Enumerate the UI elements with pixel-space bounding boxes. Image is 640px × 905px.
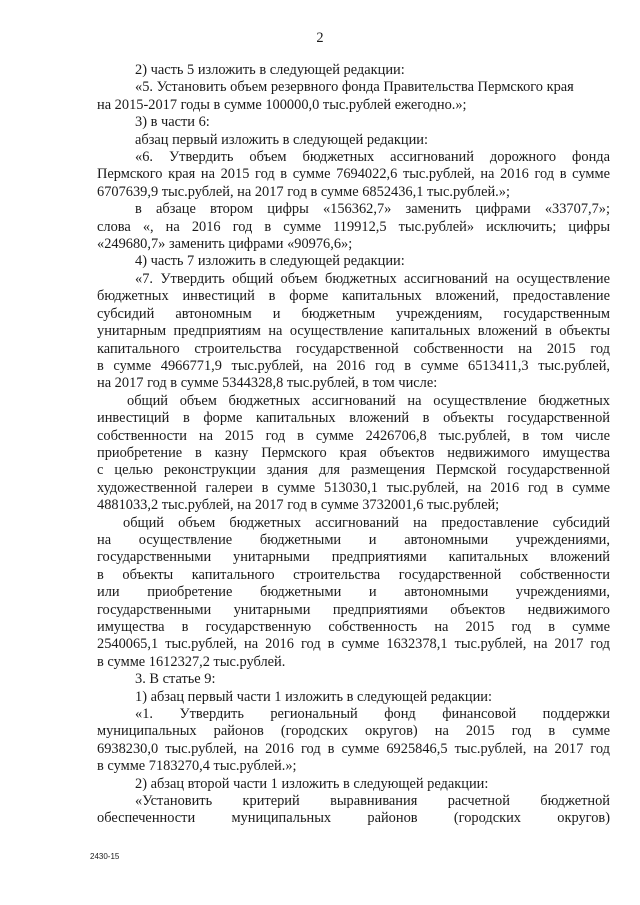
document-body <box>97 62 610 828</box>
text-line: на осуществление бюджетными и автономными учреждениями, <box>97 531 610 548</box>
text-line: на 2017 год в сумме 5344328,8 тыс.рублей, в том числе: <box>97 375 438 392</box>
text-line: художественной галереи в сумме 513030,1 тыс.рублей, на 2016 год в сумме <box>97 479 610 496</box>
text-line: 4881033,2 тыс.рублей, на 2017 год в сумме 3732001,6 тыс.рублей; <box>97 497 500 514</box>
text-line: субсидий автономным и бюджетным учреждениям, государственным <box>97 305 610 322</box>
page-number: 2 <box>316 30 324 46</box>
text-line: «6. Утвердить объем бюджетных ассигнований дорожного фонда <box>135 149 610 166</box>
text-line: 2) часть 5 изложить в следующей редакции: <box>135 62 405 78</box>
text-line: в объекты капитального строительства государственной собственности <box>97 566 610 583</box>
text-line: обеспеченности муниципальных районов (городских округов) <box>97 810 610 827</box>
text-line: Пермского края на 2015 год в сумме 7694022,6 тыс.рублей, на 2016 год в сумме <box>97 166 610 183</box>
text-line: государственными унитарными предприятиями объектов недвижимого <box>97 601 610 618</box>
text-line: «249680,7» заменить цифрами «90976,6»; <box>97 236 353 253</box>
text-line: в абзаце втором цифры «156362,7» заменить цифрами «33707,7»; <box>135 201 610 218</box>
text-line: в сумме 7183270,4 тыс.рублей.»; <box>97 758 297 775</box>
text-line: «5. Установить объем резервного фонда Правительства Пермского края <box>135 79 574 96</box>
text-line: «Установить критерий выравнивания расчетной бюджетной <box>135 793 610 810</box>
text-line: приобретение в казну Пермского края объектов недвижимого имущества <box>97 444 610 461</box>
text-line: 1) абзац первый части 1 изложить в следующей редакции: <box>135 688 492 705</box>
text-line: собственности на 2015 год в сумме 2426706,8 тыс.рублей, в том числе <box>97 427 610 444</box>
text-line: 6938230,0 тыс.рублей, на 2016 год в сумме 6925846,5 тыс.рублей, на 2017 год <box>97 740 610 757</box>
text-line: 2) абзац второй части 1 изложить в следующей редакции: <box>135 775 489 792</box>
text-line: общий объем бюджетных ассигнований на осуществление бюджетных <box>127 392 610 409</box>
text-line: государственными унитарными предприятиями капитальных вложений <box>97 549 610 566</box>
text-line: унитарным предприятиям на осуществление капитальных вложений в объекты <box>97 323 610 340</box>
text-line: 3. В статье 9: <box>135 671 216 688</box>
text-line: общий объем бюджетных ассигнований на предоставление субсидий <box>123 514 610 531</box>
text-line: муниципальных районов (городских округов) на 2015 год в сумме <box>97 723 610 740</box>
text-line: бюджетных инвестиций в форме капитальных вложений, предоставление <box>97 288 610 305</box>
text-line: в сумме 1612327,2 тыс.рублей. <box>97 653 286 670</box>
text-line: имущества в государственную собственность на 2015 год в сумме <box>97 619 610 635</box>
text-line: или приобретение бюджетными и автономными учреждениями, <box>97 584 610 601</box>
text-line: 6707639,9 тыс.рублей, на 2017 год в сумме 6852436,1 тыс.рублей.»; <box>97 183 510 200</box>
text-line: абзац первый изложить в следующей редакции: <box>135 131 429 148</box>
text-line: 2540065,1 тыс.рублей, на 2016 год в сумме 1632378,1 тыс.рублей, на 2017 год <box>97 636 610 653</box>
text-line: в сумме 4966771,9 тыс.рублей, на 2016 год в сумме 6513411,3 тыс.рублей, <box>97 357 610 374</box>
text-line: «1. Утвердить региональный фонд финансовой поддержки <box>135 706 610 723</box>
text-line: капитального строительства государственной собственности на 2015 год <box>97 340 610 357</box>
text-line: инвестиций в форме капитальных вложений в объекты государственной <box>97 410 610 427</box>
text-line: «7. Утвердить общий объем бюджетных ассигнований на осуществление <box>135 270 610 287</box>
text-line: на 2015-2017 годы в сумме 100000,0 тыс.рублей ежегодно.»; <box>97 96 467 113</box>
text-line: 3) в части 6: <box>135 114 210 131</box>
text-line: слова «, на 2016 год в сумме 119912,5 тыс.рублей» исключить; цифры <box>97 218 610 235</box>
document-code: 2430-15 <box>90 852 120 861</box>
text-line: с целью реконструкции здания для размещения Пермской государственной <box>97 462 610 479</box>
text-line: 4) часть 7 изложить в следующей редакции: <box>135 253 405 270</box>
